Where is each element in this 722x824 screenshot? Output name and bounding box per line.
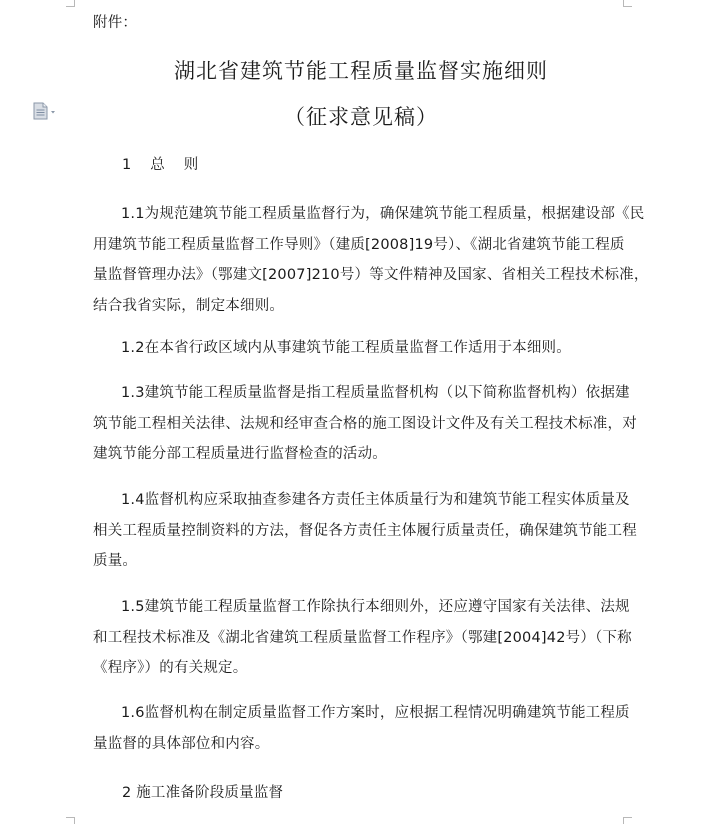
paragraph-line: 和工程技术标准及《湖北省建筑工程质量监督工作程序》（鄂建[2004]42号）（下称 (93, 629, 632, 646)
document-title: 湖北省建筑节能工程质量监督实施细则 (174, 59, 548, 83)
paragraph-line: 建筑节能分部工程质量进行监督检查的活动。 (93, 446, 387, 462)
paragraph-line: 1.4监督机构应采取抽查参建各方责任主体质量行为和建筑节能工程实体质量及 (121, 492, 630, 508)
attachment-label: 附件： (93, 15, 138, 31)
paragraph-line: 质量。 (93, 553, 138, 569)
paragraph-line: 1.1为规范建筑节能工程质量监督行为，确保建筑节能工程质量，根据建设部《民 (121, 206, 645, 222)
paragraph-line: 1.5建筑节能工程质量监督工作除执行本细则外，还应遵守国家有关法律、法规 (121, 599, 630, 615)
paragraph-1-6 (93, 698, 633, 759)
paragraph-line: 1.2在本省行政区域内从事建筑节能工程质量监督工作适用于本细则。 (121, 340, 571, 356)
crop-mark-top-left (66, 0, 75, 7)
paragraph-line: 量监督管理办法》（鄂建文[2007]210号）等文件精神及国家、省相关工程技术标准， (93, 267, 649, 283)
section-1-heading: 1 总 则 (122, 157, 199, 173)
paragraph-line: 1.6监督机构在制定质量监督工作方案时，应根据工程情况明确建筑节能工程质 (121, 705, 630, 721)
paragraph-1-4 (93, 485, 637, 577)
paragraph-1-2 (93, 333, 633, 364)
paragraph-line: 1.3建筑节能工程质量监督是指工程质量监督机构（以下简称监督机构）依据建 (121, 385, 630, 401)
paragraph-1-1 (93, 199, 649, 321)
paragraph-line: 结合我省实际，制定本细则。 (93, 297, 285, 314)
paragraph-line: 用建筑节能工程质量监督工作导则》（建质[2008]19号）、《湖北省建筑节能工程质 (93, 236, 625, 253)
paragraph-1-5 (93, 592, 633, 684)
paragraph-line: 相关工程质量控制资料的方法，督促各方责任主体履行质量责任，确保建筑节能工程 (93, 522, 637, 539)
crop-mark-top-right (623, 0, 632, 7)
document-subtitle: （征求意见稿） (284, 105, 438, 129)
paragraph-1-3 (93, 378, 637, 470)
paragraph-line: 筑节能工程相关法律、法规和经审查合格的施工图设计文件及有关工程技术标准，对 (93, 415, 637, 432)
section-2-heading: 2 施工准备阶段质量监督 (122, 785, 284, 801)
paragraph-line: 量监督的具体部位和内容。 (93, 735, 270, 752)
paragraph-line: 《程序》）的有关规定。 (93, 660, 248, 676)
